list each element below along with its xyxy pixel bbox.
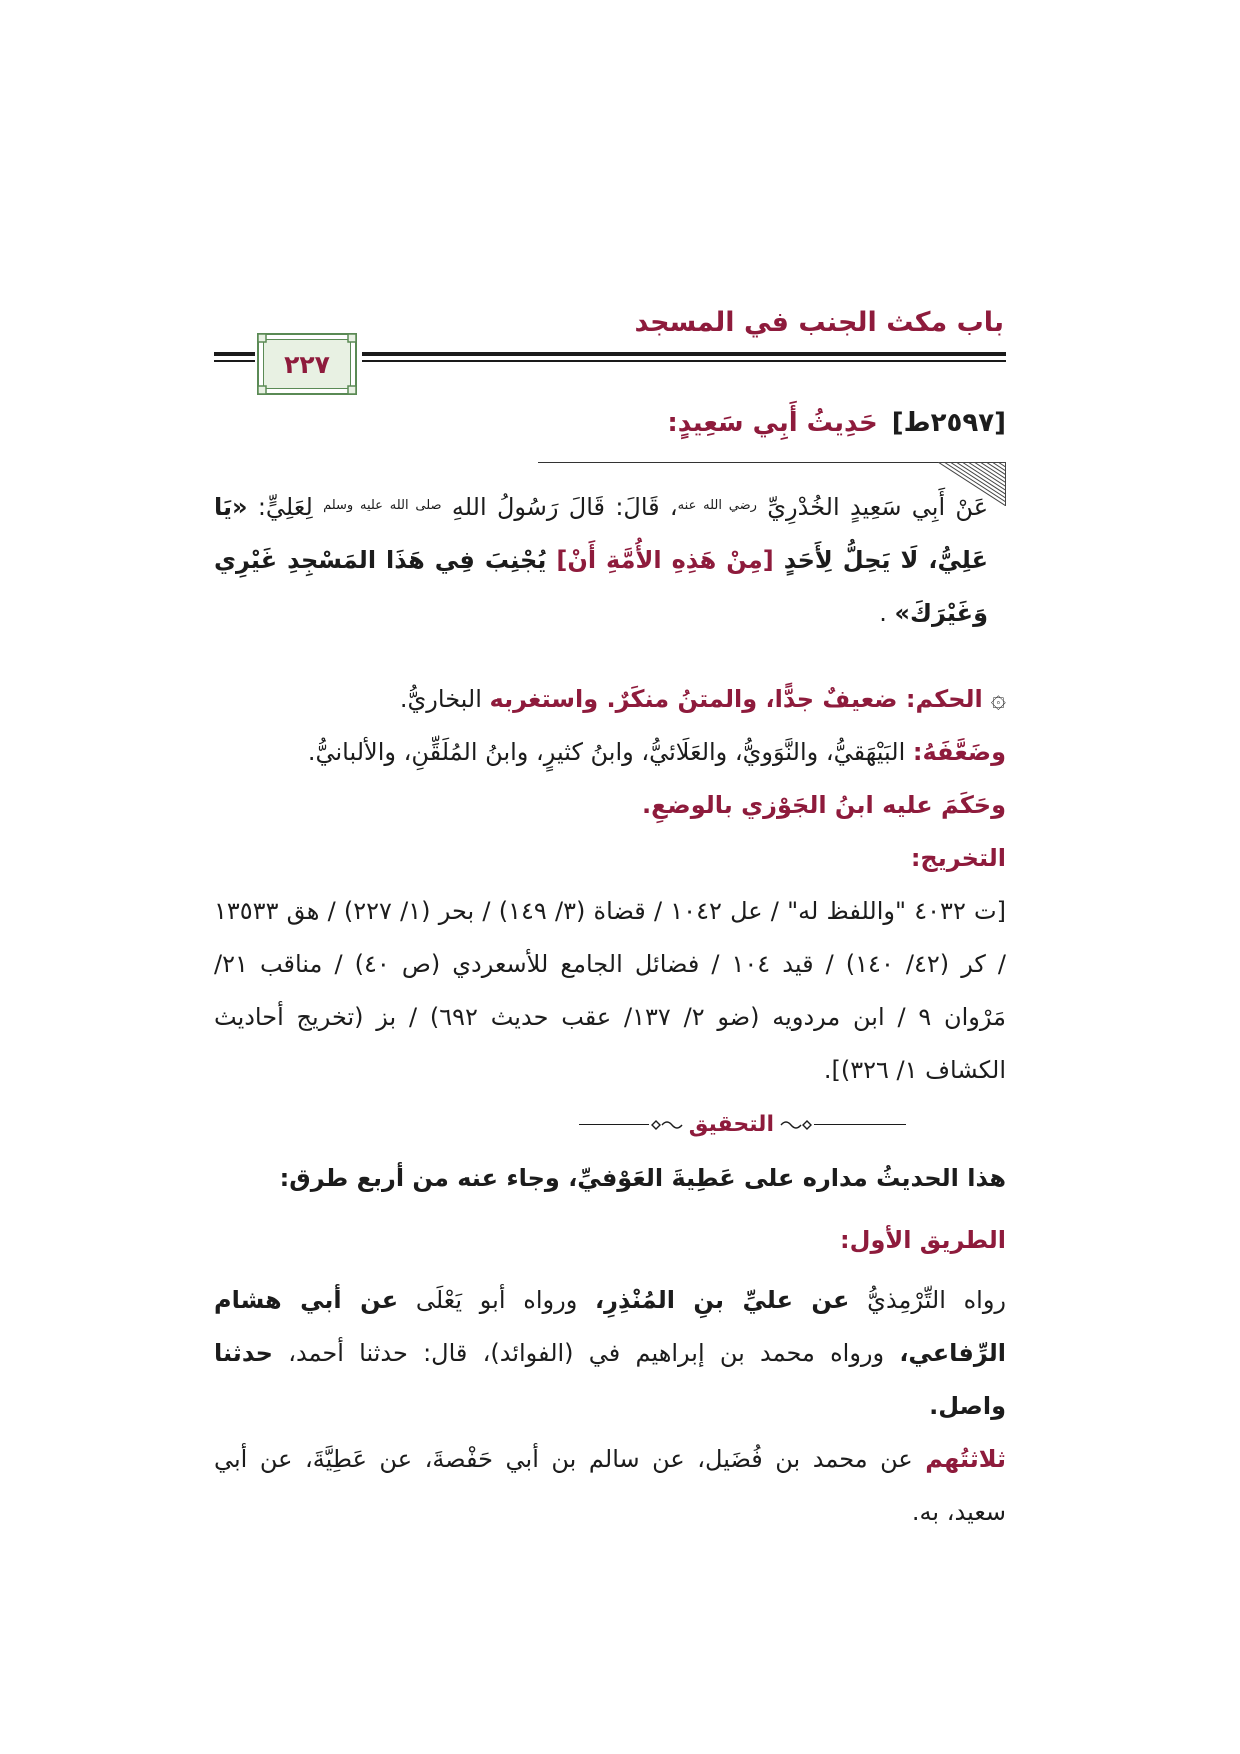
ruling-by: البخاريُّ.	[399, 685, 490, 713]
page-number: ٢٢٧	[263, 339, 351, 389]
fabrication-note: وحَكَمَ عليه ابنُ الجَوْزي بالوضعِ.	[642, 791, 1006, 819]
weakened-by	[214, 726, 1006, 779]
all-three-label: ثلاثتُهم	[925, 1445, 1006, 1473]
ruling	[214, 673, 1006, 726]
hadith-bracketed-addition: [مِنْ هَذِهِ الأُمَّةِ أَنْ]	[556, 546, 774, 574]
header-rule-left-thin	[214, 360, 255, 362]
first-path-heading: الطريق الأول:	[840, 1226, 1006, 1254]
hadith-isnad: عَنْ أَبِي سَعِيدٍ الخُدْرِيِّ	[756, 493, 989, 521]
hadith-addressee: لِعَلِيٍّ:	[247, 493, 324, 521]
tahqiq-intro: هذا الحديثُ مداره على عَطِيةَ العَوْفيِّ، وجاء عنه من أربع طرق:	[279, 1164, 1006, 1192]
weakened-by-names: البَيْهَقيُّ، والنَّوَويُّ، والعَلَائيُّ، وابنُ كثيرٍ، وابنُ المُلَقِّنِ، والألبانيُّ.	[307, 738, 913, 766]
first-path-narrators	[214, 1274, 1006, 1433]
hadith-matn-end: يُجْنِبَ فِي هَذَا المَسْجِدِ غَيْرِي وَغَيْرَكَ»	[214, 546, 988, 627]
page-body	[214, 397, 1006, 1539]
hadith-box	[214, 462, 1006, 640]
weakened-by-label: وضَعَّفَهُ:	[912, 738, 1006, 766]
hadith-heading	[214, 397, 1006, 450]
hadith-transition: ، قَالَ: قَالَ رَسُولُ اللهِ	[441, 493, 678, 521]
first-path-chain	[214, 1433, 1006, 1539]
header-rule-thick	[362, 352, 1006, 356]
fawaid-text: ورواه محمد بن إبراهيم في (الفوائد)، قال: حدثنا أحمد،	[272, 1339, 900, 1367]
fawaid-source: حدثنا واصل.	[214, 1339, 1006, 1420]
frame-corner-icon	[257, 333, 267, 343]
tirmidhi-source: عن عليِّ بنِ المُنْذِرِ،	[595, 1286, 850, 1314]
hadith-number: [٢٥٩٧ط]	[891, 408, 1006, 438]
hadith-title: حَدِيثُ أَبِي سَعِيدٍ:	[667, 408, 878, 438]
chain-text: عن محمد بن فُضَيل، عن سالم بن أبي حَفْصةَ، عن عَطِيَّةَ، عن أبي سعيد، به.	[214, 1445, 1006, 1526]
frame-corner-icon	[347, 385, 357, 395]
ruling-verdict: ضعيفٌ جدًّا، والمتنُ منكَرٌ. واستغربه	[489, 685, 906, 713]
tahqiq-heading: التحقيق	[688, 1112, 774, 1137]
honorific-companion: رضي الله عنه	[677, 498, 757, 513]
ruling-label: الحكم:	[905, 685, 983, 713]
ornament-icon	[649, 1117, 683, 1133]
divider-line	[579, 1124, 649, 1125]
hadith-text	[214, 479, 988, 640]
running-head-title: باب مكث الجنب في المسجد	[634, 307, 1004, 338]
divider-line	[814, 1124, 906, 1125]
abu-yala-text: ورواه أبو يَعْلَى	[398, 1286, 596, 1314]
page-number-frame	[257, 333, 357, 395]
ornament-icon	[780, 1117, 814, 1133]
tirmidhi-text: رواه التِّرْمِذيُّ	[849, 1286, 1007, 1314]
header-rule-left-thick	[214, 352, 255, 356]
hadith-matn-start: «يَا عَلِيُّ، لَا يَحِلُّ لِأَحَدٍ	[214, 493, 988, 574]
takhrij-text: [ت ٤٠٣٢ "واللفظ له" / عل ١٠٤٢ / قضاة (٣/ ١٤٩) / بحر (١/ ٢٢٧) / هق ١٣٥٣٣ / كر (٤٢/ ١٤٠) / قيد ١٠٤ / فضائل الجامع للأسعردي (ص ٤٠) / مناقب ٢١/ مَرْوان ٩ / ابن مردويه (ضو ٢/ ١٣٧/ عقب حديث ٦٩٢) / بز (تخريج أحاديث الكشاف ١/ ٣٢٦)].	[214, 897, 1007, 1084]
frame-corner-icon	[347, 333, 357, 343]
abu-yala-source: عن أبي هشام الرِّفاعي،	[214, 1286, 1006, 1367]
hadith-end: .	[879, 599, 895, 627]
ruling-marker: ۞	[990, 684, 1006, 714]
header-rule-thin	[362, 360, 1006, 362]
takhrij-heading: التخريج:	[910, 844, 1006, 872]
honorific-prophet: صلى الله عليه وسلم	[323, 498, 442, 513]
hadith-top-rule	[538, 462, 938, 463]
tahqiq-divider	[214, 1097, 1006, 1152]
frame-corner-icon	[257, 385, 267, 395]
